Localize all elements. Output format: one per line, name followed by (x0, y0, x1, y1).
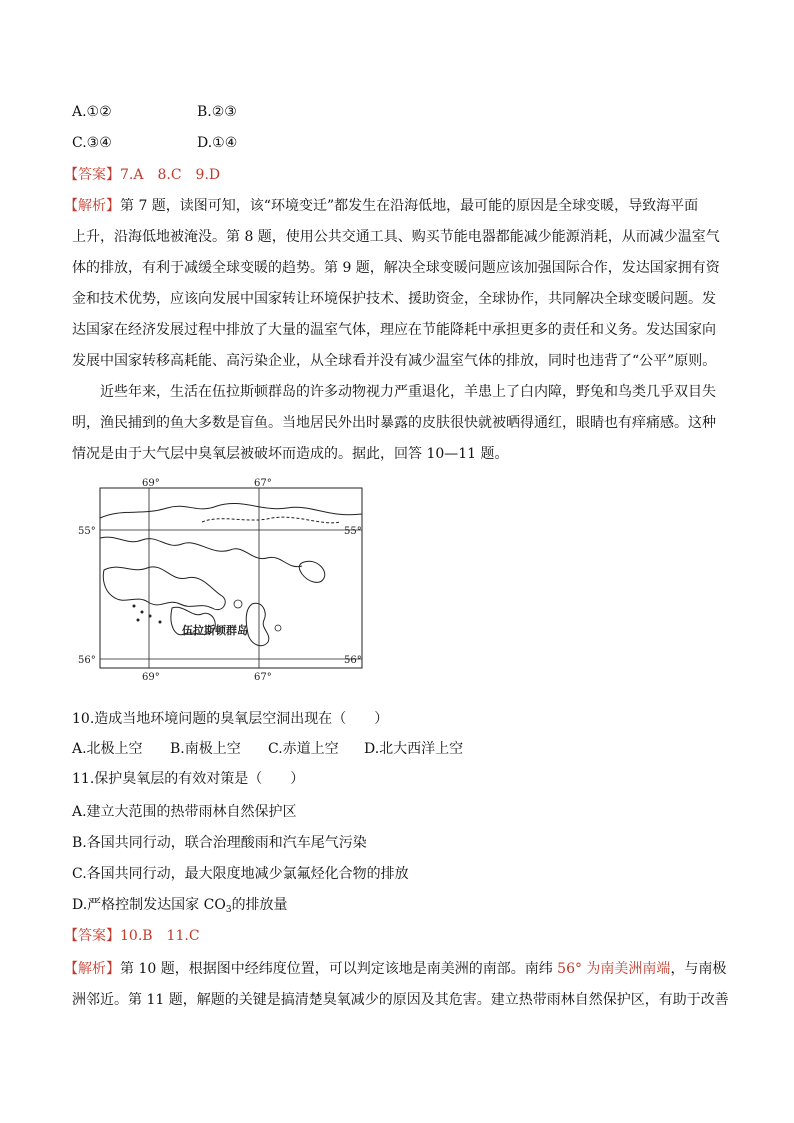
analysis-line-2: 上升，沿海低地被淹没。第 8 题，使用公共交通工具、购买节能电器都能减少能源消耗，从而减少温室气 (72, 229, 720, 245)
option-c: C.③④ (72, 135, 112, 151)
lat-label-55-right: 55° (344, 526, 362, 537)
answer-tag: 【答案】 (64, 167, 120, 183)
analysis2-line-2: 洲邻近。第 11 题，解题的关键是搞清楚臭氧减少的原因及其危害。建立热带雨林自然保护区，有助于改善 (72, 992, 729, 1008)
lat-label-56-right: 56° (344, 655, 362, 666)
analysis2-line-1 (64, 958, 726, 978)
passage-line-2: 明，渔民捕到的鱼大多数是盲鱼。当地居民外出时暴露的皮肤很快就被晒得通红，眼睛也有痒痛感。这种 (72, 415, 716, 431)
islet-dot-4 (149, 615, 152, 618)
islet-1 (299, 561, 325, 582)
option-b: B.②③ (197, 104, 237, 120)
answer-block (64, 164, 220, 184)
answer-block-2 (64, 925, 200, 945)
coastline-dotted (202, 517, 340, 523)
lat-label-56-left: 56° (78, 655, 96, 666)
lon-label-67-bottom: 67° (254, 672, 272, 683)
q11-option-b: B.各国共同行动，联合治理酸雨和汽车尾气污染 (72, 835, 367, 851)
q11-option-d (72, 894, 288, 915)
lon-label-69-bottom: 69° (142, 672, 160, 683)
lon-label-67-top: 67° (254, 478, 272, 489)
q11-stem: 11.保护臭氧层的有效对策是（ ） (72, 771, 305, 787)
islet-2 (234, 600, 242, 608)
q10-option-d: D.北大西洋上空 (364, 741, 464, 757)
q10-option-a: A.北极上空 (72, 741, 143, 757)
analysis-line-6: 发展中国家转移高耗能、高污染企业，从全球看并没有减少温室气体的排放，同时也违背了“公平”原则。 (72, 353, 717, 369)
q10-option-c: C.赤道上空 (268, 741, 339, 757)
passage-line-3: 情况是由于大气层中臭氧层被破坏而造成的。据此，回答 10—11 题。 (72, 446, 509, 462)
map-frame (100, 488, 362, 668)
analysis-line-1 (64, 195, 698, 215)
analysis-tag-2: 【解析】 (64, 961, 120, 977)
analysis2-text: 第 10 题，根据图中经纬度位置，可以判定该地是南美洲的南部。南纬 (120, 961, 558, 977)
islet-dot-5 (159, 621, 162, 624)
answer-text-2: 10.B 11.C (120, 928, 200, 944)
lat-label-55-left: 55° (78, 526, 96, 537)
option-d: D.①④ (197, 135, 238, 151)
q10-stem: 10.造成当地环境问题的臭氧层空洞出现在（ ） (72, 711, 389, 727)
answer-text: 7.A 8.C 9.D (120, 167, 221, 183)
passage-line-1: 近些年来，生活在伍拉斯顿群岛的许多动物视力严重退化，羊患上了白内障，野兔和鸟类几乎双目失 (100, 384, 716, 400)
islet-dot-1 (133, 605, 136, 608)
q10-option-b: B.南极上空 (170, 741, 241, 757)
q11-option-a: A.建立大范围的热带雨林自然保护区 (72, 804, 297, 820)
analysis2-text-end: ，与南极 (670, 961, 727, 977)
coastline-mid (100, 537, 302, 566)
analysis-line-4: 金和技术优势，应该向发展中国家转让环境保护技术、援助资金，全球协作，共同解决全球变暖问题。发 (72, 291, 716, 307)
wollaston-islands-map (72, 478, 372, 688)
analysis2-highlight: 56° 为南美洲南端 (557, 961, 671, 977)
q11-option-c: C.各国共同行动，最大限度地减少氯氟烃化合物的排放 (72, 866, 409, 882)
islet-dot-2 (141, 611, 144, 614)
island-label: 伍拉斯顿群岛 (182, 624, 248, 637)
island-west (103, 567, 225, 610)
analysis-line-5: 达国家在经济发展过程中排放了大量的温室气体，理应在节能降耗中承担更多的责任和义务。发达国家向 (72, 322, 716, 338)
q11-option-d-text-end: 的排放量 (231, 897, 288, 913)
option-a: A.①② (72, 104, 112, 120)
q11-option-d-subscript: 3 (225, 905, 232, 915)
q11-option-d-text: D.严格控制发达国家 CO (72, 897, 226, 913)
island-east (246, 603, 269, 646)
islet-dot-3 (137, 619, 140, 622)
answer-tag-2: 【答案】 (64, 928, 120, 944)
islet-3 (275, 625, 281, 631)
analysis-text: 第 7 题，读图可知，该“环境变迁”都发生在沿海低地，最可能的原因是全球变暖，导致海平面 (120, 198, 699, 214)
analysis-line-3: 体的排放，有利于减缓全球变暖的趋势。第 9 题，解决全球变暖问题应该加强国际合作，发达国家拥有资 (72, 260, 720, 276)
analysis-tag: 【解析】 (64, 198, 120, 214)
lon-label-69-top: 69° (142, 478, 160, 489)
coastline-north (100, 503, 362, 518)
